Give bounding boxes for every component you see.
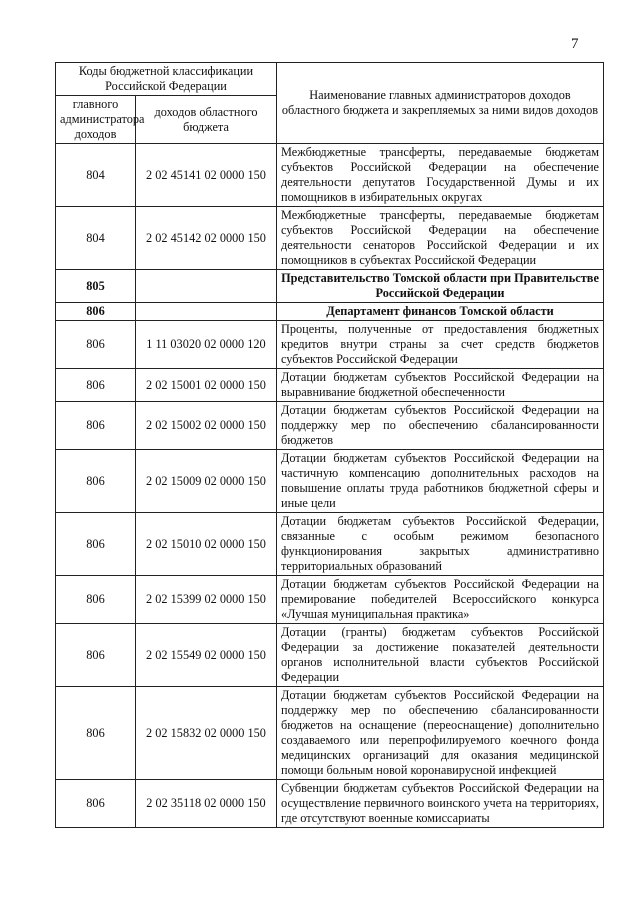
admin-code-header: главного администратора доходов: [56, 96, 136, 144]
table-row: [56, 144, 604, 207]
table-row: [56, 207, 604, 270]
name-column-header: Наименование главных администраторов доходов областного бюджета и закрепляемых за ними видов доходов: [277, 63, 604, 144]
income-name-cell: Дотации бюджетам субъектов Российской Федерации на премирование победителей Всероссийского конкурса «Лучшая муниципальная практика»: [277, 576, 604, 624]
income-name-cell: Дотации (гранты) бюджетам субъектов Российской Федерации за достижение показателей деятельности органов исполнительной власти субъектов Российской Федерации: [277, 624, 604, 687]
income-code-cell: 2 02 15399 02 0000 150: [136, 576, 277, 624]
income-code-cell: 2 02 45141 02 0000 150: [136, 144, 277, 207]
admin-code-cell: 804: [56, 144, 136, 207]
codes-group-header: Коды бюджетной классификации Российской Федерации: [56, 63, 277, 96]
income-name-cell: Департамент финансов Томской области: [277, 303, 604, 321]
table-row: [56, 687, 604, 780]
table-row: [56, 780, 604, 828]
income-code-cell: 1 11 03020 02 0000 120: [136, 321, 277, 369]
admin-code-cell: 804: [56, 207, 136, 270]
income-code-cell: [136, 270, 277, 303]
table-row: [56, 270, 604, 303]
admin-code-cell: 806: [56, 369, 136, 402]
income-name-cell: Представительство Томской области при Правительстве Российской Федерации: [277, 270, 604, 303]
income-code-cell: 2 02 15832 02 0000 150: [136, 687, 277, 780]
income-code-cell: 2 02 15010 02 0000 150: [136, 513, 277, 576]
income-name-cell: Межбюджетные трансферты, передаваемые бюджетам субъектов Российской Федерации на обеспечение деятельности депутатов Государственной Думы и их помощников в избирательных округах: [277, 144, 604, 207]
income-name-cell: Субвенции бюджетам субъектов Российской Федерации на осуществление первичного воинского учета на территориях, где отсутствуют военные комиссариаты: [277, 780, 604, 828]
table-row: [56, 369, 604, 402]
admin-code-cell: 806: [56, 321, 136, 369]
admin-code-cell: 806: [56, 624, 136, 687]
admin-code-cell: 806: [56, 576, 136, 624]
admin-code-cell: 805: [56, 270, 136, 303]
income-name-cell: Дотации бюджетам субъектов Российской Федерации на поддержку мер по обеспечению сбалансированности бюджетов на оснащение (переоснащение) дополнительно создаваемого или перепрофилируемого коечного фонда медицинских организаций для оказания медицинской помощи больным новой коронавирусной инфекцией: [277, 687, 604, 780]
table-header-row: [56, 63, 604, 96]
table-body: [56, 144, 604, 828]
income-name-cell: Межбюджетные трансферты, передаваемые бюджетам субъектов Российской Федерации на обеспечение деятельности сенаторов Российской Федерации и их помощников в субъектах Российской Федерации: [277, 207, 604, 270]
budget-codes-table: [55, 62, 604, 828]
income-name-cell: Дотации бюджетам субъектов Российской Федерации на частичную компенсацию дополнительных расходов на повышение оплаты труда работников бюджетной сферы и иные цели: [277, 450, 604, 513]
admin-code-cell: 806: [56, 513, 136, 576]
table-row: [56, 624, 604, 687]
income-name-cell: Дотации бюджетам субъектов Российской Федерации на поддержку мер по обеспечению сбалансированности бюджетов: [277, 402, 604, 450]
income-code-cell: 2 02 35118 02 0000 150: [136, 780, 277, 828]
income-name-cell: Дотации бюджетам субъектов Российской Федерации на выравнивание бюджетной обеспеченности: [277, 369, 604, 402]
income-code-cell: 2 02 15002 02 0000 150: [136, 402, 277, 450]
income-code-cell: [136, 303, 277, 321]
admin-code-cell: 806: [56, 450, 136, 513]
table-row: [56, 321, 604, 369]
admin-code-cell: 806: [56, 402, 136, 450]
table-row: [56, 303, 604, 321]
income-code-cell: 2 02 45142 02 0000 150: [136, 207, 277, 270]
admin-code-cell: 806: [56, 687, 136, 780]
income-name-cell: Дотации бюджетам субъектов Российской Федерации, связанные с особым режимом безопасного функционирования закрытых административно территориальных образований: [277, 513, 604, 576]
income-code-cell: 2 02 15009 02 0000 150: [136, 450, 277, 513]
income-code-cell: 2 02 15001 02 0000 150: [136, 369, 277, 402]
table-row: [56, 576, 604, 624]
income-code-header: доходов областного бюджета: [136, 96, 277, 144]
admin-code-cell: 806: [56, 780, 136, 828]
admin-code-cell: 806: [56, 303, 136, 321]
table-row: [56, 450, 604, 513]
table-row: [56, 513, 604, 576]
income-code-cell: 2 02 15549 02 0000 150: [136, 624, 277, 687]
income-name-cell: Проценты, полученные от предоставления бюджетных кредитов внутри страны за счет средств бюджетов субъектов Российской Федерации: [277, 321, 604, 369]
table-row: [56, 402, 604, 450]
page-number: 7: [571, 36, 579, 52]
